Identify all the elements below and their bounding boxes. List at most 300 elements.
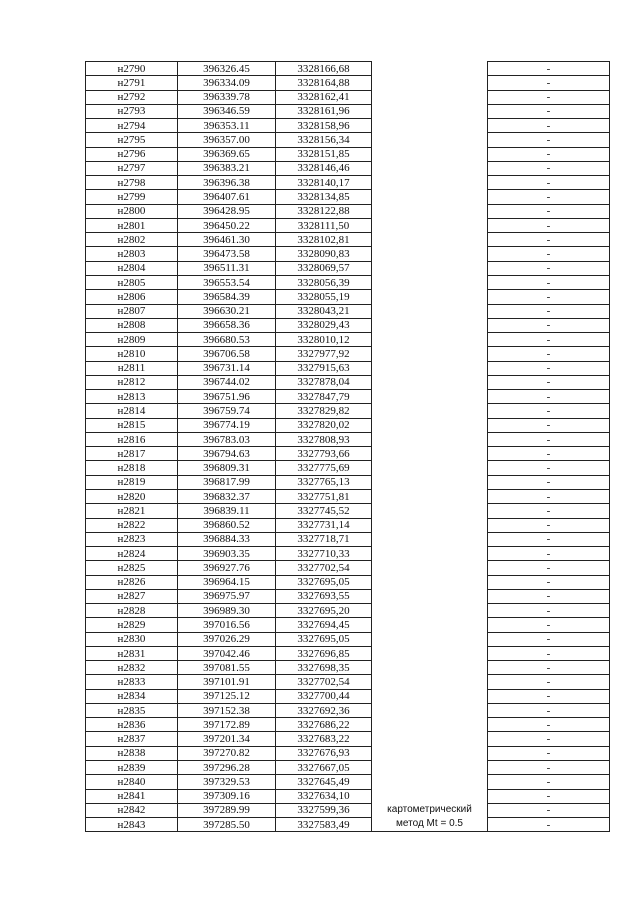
table-row: [86, 119, 610, 133]
method-note-cell: [372, 447, 488, 461]
error-dash-cell: -: [488, 661, 610, 675]
method-note-cell: [372, 176, 488, 190]
table-row: [86, 418, 610, 432]
y-coordinate-cell: 3327731,14: [276, 518, 372, 532]
table-row: [86, 504, 610, 518]
y-coordinate-cell: 3328122,88: [276, 204, 372, 218]
point-id-cell: н2812: [86, 375, 178, 389]
x-coordinate-cell: 396511.31: [178, 261, 276, 275]
table-row: [86, 632, 610, 646]
table-row: [86, 390, 610, 404]
method-note-cell: [372, 504, 488, 518]
y-coordinate-cell: 3327694,45: [276, 618, 372, 632]
method-note-cell: [372, 632, 488, 646]
error-dash-cell: -: [488, 204, 610, 218]
error-dash-cell: -: [488, 247, 610, 261]
method-note-cell: [372, 489, 488, 503]
method-note-cell: [372, 803, 488, 817]
point-id-cell: н2830: [86, 632, 178, 646]
y-coordinate-cell: 3328166,68: [276, 62, 372, 76]
y-coordinate-cell: 3327702,54: [276, 561, 372, 575]
error-dash-cell: -: [488, 133, 610, 147]
x-coordinate-cell: 396353.11: [178, 119, 276, 133]
error-dash-cell: -: [488, 575, 610, 589]
error-dash-cell: -: [488, 604, 610, 618]
x-coordinate-cell: 396744.02: [178, 375, 276, 389]
x-coordinate-cell: 397329.53: [178, 775, 276, 789]
error-dash-cell: -: [488, 290, 610, 304]
error-dash-cell: -: [488, 432, 610, 446]
point-id-cell: н2816: [86, 432, 178, 446]
y-coordinate-cell: 3327645,49: [276, 775, 372, 789]
x-coordinate-cell: 396357.00: [178, 133, 276, 147]
x-coordinate-cell: 396884.33: [178, 532, 276, 546]
point-id-cell: н2836: [86, 718, 178, 732]
error-dash-cell: -: [488, 318, 610, 332]
error-dash-cell: -: [488, 104, 610, 118]
table-row: [86, 161, 610, 175]
method-note-cell: [372, 161, 488, 175]
x-coordinate-cell: 397042.46: [178, 646, 276, 660]
x-coordinate-cell: 396396.38: [178, 176, 276, 190]
point-id-cell: н2802: [86, 233, 178, 247]
point-id-cell: н2813: [86, 390, 178, 404]
x-coordinate-cell: 396369.65: [178, 147, 276, 161]
x-coordinate-cell: 396783.03: [178, 432, 276, 446]
method-note-cell: [372, 290, 488, 304]
point-id-cell: н2809: [86, 333, 178, 347]
point-id-cell: н2834: [86, 689, 178, 703]
table-row: [86, 575, 610, 589]
table-row: [86, 646, 610, 660]
method-note-cell: [372, 204, 488, 218]
point-id-cell: н2823: [86, 532, 178, 546]
table-row: [86, 375, 610, 389]
point-id-cell: н2833: [86, 675, 178, 689]
x-coordinate-cell: 397125.12: [178, 689, 276, 703]
y-coordinate-cell: 3328140,17: [276, 176, 372, 190]
error-dash-cell: -: [488, 761, 610, 775]
method-note-cell: [372, 404, 488, 418]
point-id-cell: н2807: [86, 304, 178, 318]
point-id-cell: н2795: [86, 133, 178, 147]
error-dash-cell: -: [488, 418, 610, 432]
error-dash-cell: -: [488, 689, 610, 703]
y-coordinate-cell: 3327683,22: [276, 732, 372, 746]
y-coordinate-cell: 3328134,85: [276, 190, 372, 204]
point-id-cell: н2798: [86, 176, 178, 190]
error-dash-cell: -: [488, 261, 610, 275]
point-id-cell: н2831: [86, 646, 178, 660]
x-coordinate-cell: 396407.61: [178, 190, 276, 204]
method-note-cell: [372, 333, 488, 347]
error-dash-cell: -: [488, 618, 610, 632]
y-coordinate-cell: 3327820,02: [276, 418, 372, 432]
method-note-text: метод Mt = 0.5: [396, 818, 463, 830]
error-dash-cell: -: [488, 76, 610, 90]
table-row: [86, 290, 610, 304]
y-coordinate-cell: 3328055,19: [276, 290, 372, 304]
table-row: [86, 689, 610, 703]
table-row: [86, 818, 610, 832]
point-id-cell: н2794: [86, 119, 178, 133]
y-coordinate-cell: 3328056,39: [276, 275, 372, 289]
method-note-cell: [372, 375, 488, 389]
y-coordinate-cell: 3327692,36: [276, 703, 372, 717]
table-row: [86, 233, 610, 247]
point-id-cell: н2820: [86, 489, 178, 503]
x-coordinate-cell: 396860.52: [178, 518, 276, 532]
y-coordinate-cell: 3328010,12: [276, 333, 372, 347]
y-coordinate-cell: 3327696,85: [276, 646, 372, 660]
x-coordinate-cell: 397016.56: [178, 618, 276, 632]
x-coordinate-cell: 396553.54: [178, 275, 276, 289]
point-id-cell: н2815: [86, 418, 178, 432]
x-coordinate-cell: 396989.30: [178, 604, 276, 618]
point-id-cell: н2827: [86, 589, 178, 603]
x-coordinate-cell: 396339.78: [178, 90, 276, 104]
error-dash-cell: -: [488, 718, 610, 732]
point-id-cell: н2838: [86, 746, 178, 760]
method-note-cell: [372, 190, 488, 204]
point-id-cell: н2805: [86, 275, 178, 289]
method-note-cell: [372, 475, 488, 489]
y-coordinate-cell: 3328029,43: [276, 318, 372, 332]
table-row: [86, 204, 610, 218]
x-coordinate-cell: 397172.89: [178, 718, 276, 732]
point-id-cell: н2792: [86, 90, 178, 104]
method-note-cell: [372, 233, 488, 247]
method-note-cell: [372, 675, 488, 689]
x-coordinate-cell: 396428.95: [178, 204, 276, 218]
error-dash-cell: -: [488, 518, 610, 532]
table-row: [86, 661, 610, 675]
x-coordinate-cell: 397026.29: [178, 632, 276, 646]
point-id-cell: н2840: [86, 775, 178, 789]
method-note-cell: [372, 732, 488, 746]
table-row: [86, 76, 610, 90]
y-coordinate-cell: 3327686,22: [276, 718, 372, 732]
error-dash-cell: -: [488, 475, 610, 489]
table-row: [86, 361, 610, 375]
table-row: [86, 432, 610, 446]
table-row: [86, 732, 610, 746]
table-row: [86, 618, 610, 632]
x-coordinate-cell: 396450.22: [178, 218, 276, 232]
x-coordinate-cell: 396759.74: [178, 404, 276, 418]
point-id-cell: н2806: [86, 290, 178, 304]
x-coordinate-cell: 396975.97: [178, 589, 276, 603]
y-coordinate-cell: 3327695,20: [276, 604, 372, 618]
x-coordinate-cell: 396706.58: [178, 347, 276, 361]
y-coordinate-cell: 3327765,13: [276, 475, 372, 489]
error-dash-cell: -: [488, 90, 610, 104]
error-dash-cell: -: [488, 646, 610, 660]
error-dash-cell: -: [488, 803, 610, 817]
error-dash-cell: -: [488, 532, 610, 546]
table-row: [86, 104, 610, 118]
error-dash-cell: -: [488, 275, 610, 289]
method-note-text: картометрический: [387, 804, 472, 816]
method-note-cell: [372, 589, 488, 603]
error-dash-cell: -: [488, 304, 610, 318]
point-id-cell: н2814: [86, 404, 178, 418]
x-coordinate-cell: 396731.14: [178, 361, 276, 375]
method-note-cell: [372, 418, 488, 432]
y-coordinate-cell: 3328043,21: [276, 304, 372, 318]
x-coordinate-cell: 396809.31: [178, 461, 276, 475]
error-dash-cell: -: [488, 361, 610, 375]
method-note-cell: [372, 347, 488, 361]
coordinates-table: [85, 61, 610, 832]
table-row: [86, 547, 610, 561]
error-dash-cell: -: [488, 161, 610, 175]
error-dash-cell: -: [488, 333, 610, 347]
table-row: [86, 746, 610, 760]
method-note-cell: [372, 461, 488, 475]
y-coordinate-cell: 3327878,04: [276, 375, 372, 389]
point-id-cell: н2818: [86, 461, 178, 475]
error-dash-cell: -: [488, 190, 610, 204]
y-coordinate-cell: 3327695,05: [276, 632, 372, 646]
error-dash-cell: -: [488, 789, 610, 803]
y-coordinate-cell: 3327693,55: [276, 589, 372, 603]
y-coordinate-cell: 3328090,83: [276, 247, 372, 261]
table-row: [86, 318, 610, 332]
point-id-cell: н2811: [86, 361, 178, 375]
point-id-cell: н2842: [86, 803, 178, 817]
y-coordinate-cell: 3327718,71: [276, 532, 372, 546]
table-row: [86, 147, 610, 161]
table-row: [86, 675, 610, 689]
table-row: [86, 447, 610, 461]
error-dash-cell: -: [488, 504, 610, 518]
y-coordinate-cell: 3328162,41: [276, 90, 372, 104]
error-dash-cell: -: [488, 218, 610, 232]
method-note-cell: [372, 746, 488, 760]
method-note-cell: [372, 76, 488, 90]
method-note-cell: [372, 90, 488, 104]
y-coordinate-cell: 3327710,33: [276, 547, 372, 561]
y-coordinate-cell: 3327698,35: [276, 661, 372, 675]
y-coordinate-cell: 3328146,46: [276, 161, 372, 175]
y-coordinate-cell: 3328102,81: [276, 233, 372, 247]
error-dash-cell: -: [488, 176, 610, 190]
x-coordinate-cell: 396794.63: [178, 447, 276, 461]
point-id-cell: н2822: [86, 518, 178, 532]
error-dash-cell: -: [488, 375, 610, 389]
table-row: [86, 718, 610, 732]
method-note-cell: [372, 718, 488, 732]
y-coordinate-cell: 3327847,79: [276, 390, 372, 404]
point-id-cell: н2835: [86, 703, 178, 717]
method-note-cell: [372, 62, 488, 76]
method-note-cell: [372, 218, 488, 232]
y-coordinate-cell: 3327793,66: [276, 447, 372, 461]
point-id-cell: н2790: [86, 62, 178, 76]
method-note-cell: [372, 304, 488, 318]
table-row: [86, 604, 610, 618]
table-row: [86, 133, 610, 147]
table-row: [86, 532, 610, 546]
y-coordinate-cell: 3327745,52: [276, 504, 372, 518]
error-dash-cell: -: [488, 746, 610, 760]
table-row: [86, 62, 610, 76]
y-coordinate-cell: 3327915,63: [276, 361, 372, 375]
method-note-cell: [372, 147, 488, 161]
method-note-cell: [372, 133, 488, 147]
method-note-cell: [372, 104, 488, 118]
error-dash-cell: -: [488, 703, 610, 717]
point-id-cell: н2832: [86, 661, 178, 675]
x-coordinate-cell: 396630.21: [178, 304, 276, 318]
method-note-cell: [372, 646, 488, 660]
x-coordinate-cell: 396473.58: [178, 247, 276, 261]
y-coordinate-cell: 3327599,36: [276, 803, 372, 817]
point-id-cell: н2791: [86, 76, 178, 90]
x-coordinate-cell: 397296.28: [178, 761, 276, 775]
x-coordinate-cell: 397270.82: [178, 746, 276, 760]
x-coordinate-cell: 397285.50: [178, 818, 276, 832]
x-coordinate-cell: 396326.45: [178, 62, 276, 76]
method-note-cell: [372, 518, 488, 532]
error-dash-cell: -: [488, 147, 610, 161]
point-id-cell: н2826: [86, 575, 178, 589]
point-id-cell: н2793: [86, 104, 178, 118]
point-id-cell: н2841: [86, 789, 178, 803]
point-id-cell: н2800: [86, 204, 178, 218]
method-note-cell: [372, 618, 488, 632]
method-note-cell: [372, 361, 488, 375]
x-coordinate-cell: 396383.21: [178, 161, 276, 175]
method-note-cell: [372, 561, 488, 575]
table-row: [86, 561, 610, 575]
error-dash-cell: -: [488, 62, 610, 76]
point-id-cell: н2821: [86, 504, 178, 518]
method-note-cell: [372, 432, 488, 446]
method-note-cell: [372, 318, 488, 332]
table-body: [86, 62, 610, 832]
x-coordinate-cell: 396334.09: [178, 76, 276, 90]
table-row: [86, 261, 610, 275]
error-dash-cell: -: [488, 233, 610, 247]
table-row: [86, 703, 610, 717]
method-note-cell: [372, 390, 488, 404]
error-dash-cell: -: [488, 775, 610, 789]
table-row: [86, 90, 610, 104]
method-note-cell: [372, 661, 488, 675]
y-coordinate-cell: 3327775,69: [276, 461, 372, 475]
y-coordinate-cell: 3328164,88: [276, 76, 372, 90]
x-coordinate-cell: 396817.99: [178, 475, 276, 489]
method-note-cell: [372, 275, 488, 289]
x-coordinate-cell: 396832.37: [178, 489, 276, 503]
y-coordinate-cell: 3327695,05: [276, 575, 372, 589]
y-coordinate-cell: 3327751,81: [276, 489, 372, 503]
table-row: [86, 761, 610, 775]
y-coordinate-cell: 3327676,93: [276, 746, 372, 760]
error-dash-cell: -: [488, 675, 610, 689]
table-row: [86, 304, 610, 318]
table-row: [86, 247, 610, 261]
error-dash-cell: -: [488, 347, 610, 361]
point-id-cell: н2810: [86, 347, 178, 361]
method-note-cell: [372, 247, 488, 261]
error-dash-cell: -: [488, 732, 610, 746]
x-coordinate-cell: 396461.30: [178, 233, 276, 247]
point-id-cell: н2819: [86, 475, 178, 489]
error-dash-cell: -: [488, 390, 610, 404]
x-coordinate-cell: 397289.99: [178, 803, 276, 817]
method-note-cell: [372, 261, 488, 275]
method-note-cell: [372, 575, 488, 589]
error-dash-cell: -: [488, 632, 610, 646]
table-row: [86, 461, 610, 475]
x-coordinate-cell: 396964.15: [178, 575, 276, 589]
y-coordinate-cell: 3327977,92: [276, 347, 372, 361]
table-row: [86, 803, 610, 817]
point-id-cell: н2837: [86, 732, 178, 746]
table-row: [86, 275, 610, 289]
x-coordinate-cell: 396751.96: [178, 390, 276, 404]
y-coordinate-cell: 3327808,93: [276, 432, 372, 446]
table-row: [86, 176, 610, 190]
x-coordinate-cell: 396927.76: [178, 561, 276, 575]
point-id-cell: н2828: [86, 604, 178, 618]
table-row: [86, 518, 610, 532]
method-note-cell: [372, 547, 488, 561]
x-coordinate-cell: 397309.16: [178, 789, 276, 803]
x-coordinate-cell: 396584.39: [178, 290, 276, 304]
x-coordinate-cell: 396658.36: [178, 318, 276, 332]
y-coordinate-cell: 3328161,96: [276, 104, 372, 118]
y-coordinate-cell: 3327583,49: [276, 818, 372, 832]
method-note-cell: [372, 604, 488, 618]
x-coordinate-cell: 396346.59: [178, 104, 276, 118]
table-row: [86, 489, 610, 503]
x-coordinate-cell: 397081.55: [178, 661, 276, 675]
y-coordinate-cell: 3328158,96: [276, 119, 372, 133]
x-coordinate-cell: 396903.35: [178, 547, 276, 561]
error-dash-cell: -: [488, 404, 610, 418]
table-row: [86, 404, 610, 418]
point-id-cell: н2824: [86, 547, 178, 561]
point-id-cell: н2825: [86, 561, 178, 575]
table-row: [86, 789, 610, 803]
method-note-cell: [372, 789, 488, 803]
method-note-cell: [372, 532, 488, 546]
method-note-cell: [372, 689, 488, 703]
y-coordinate-cell: 3328069,57: [276, 261, 372, 275]
point-id-cell: н2843: [86, 818, 178, 832]
y-coordinate-cell: 3327634,10: [276, 789, 372, 803]
x-coordinate-cell: 396774.19: [178, 418, 276, 432]
error-dash-cell: -: [488, 561, 610, 575]
method-note-cell: [372, 818, 488, 832]
method-note-cell: [372, 119, 488, 133]
method-note-cell: [372, 775, 488, 789]
point-id-cell: н2808: [86, 318, 178, 332]
point-id-cell: н2799: [86, 190, 178, 204]
x-coordinate-cell: 396839.11: [178, 504, 276, 518]
x-coordinate-cell: 397201.34: [178, 732, 276, 746]
error-dash-cell: -: [488, 461, 610, 475]
table-row: [86, 190, 610, 204]
method-note-cell: [372, 703, 488, 717]
method-note-cell: [372, 761, 488, 775]
error-dash-cell: -: [488, 447, 610, 461]
point-id-cell: н2829: [86, 618, 178, 632]
